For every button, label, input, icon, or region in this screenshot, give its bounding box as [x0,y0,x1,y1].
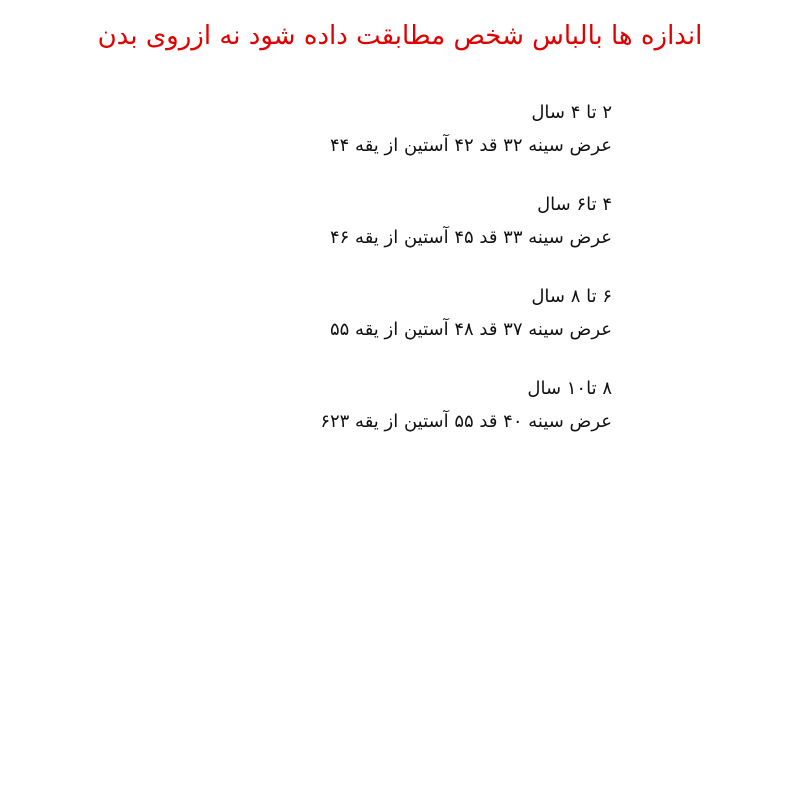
measurements: عرض سینه ۳۲ قد ۴۲ آستین از یقه ۴۴ [329,135,612,156]
age-range: ۸ تا۱۰ سال [527,378,612,399]
age-range: ۶ تا ۸ سال [531,286,612,307]
size-list [112,96,612,464]
measurements: عرض سینه ۴۰ قد ۵۵ آستین از یقه ۶۲۳ [320,411,612,432]
size-entry-8-10 [112,372,612,438]
size-entry-6-8 [112,280,612,346]
size-entry-2-4 [112,96,612,162]
measurements: عرض سینه ۳۳ قد ۴۵ آستین از یقه ۴۶ [329,227,612,248]
page-title: اندازه ها بالباس شخص مطابقت داده شود نه ازروی بدن [97,21,703,51]
measurements: عرض سینه ۳۷ قد ۴۸ آستین از یقه ۵۵ [329,319,612,340]
age-range: ۴ تا۶ سال [537,194,612,215]
age-range: ۲ تا ۴ سال [531,102,612,123]
size-entry-4-6 [112,188,612,254]
